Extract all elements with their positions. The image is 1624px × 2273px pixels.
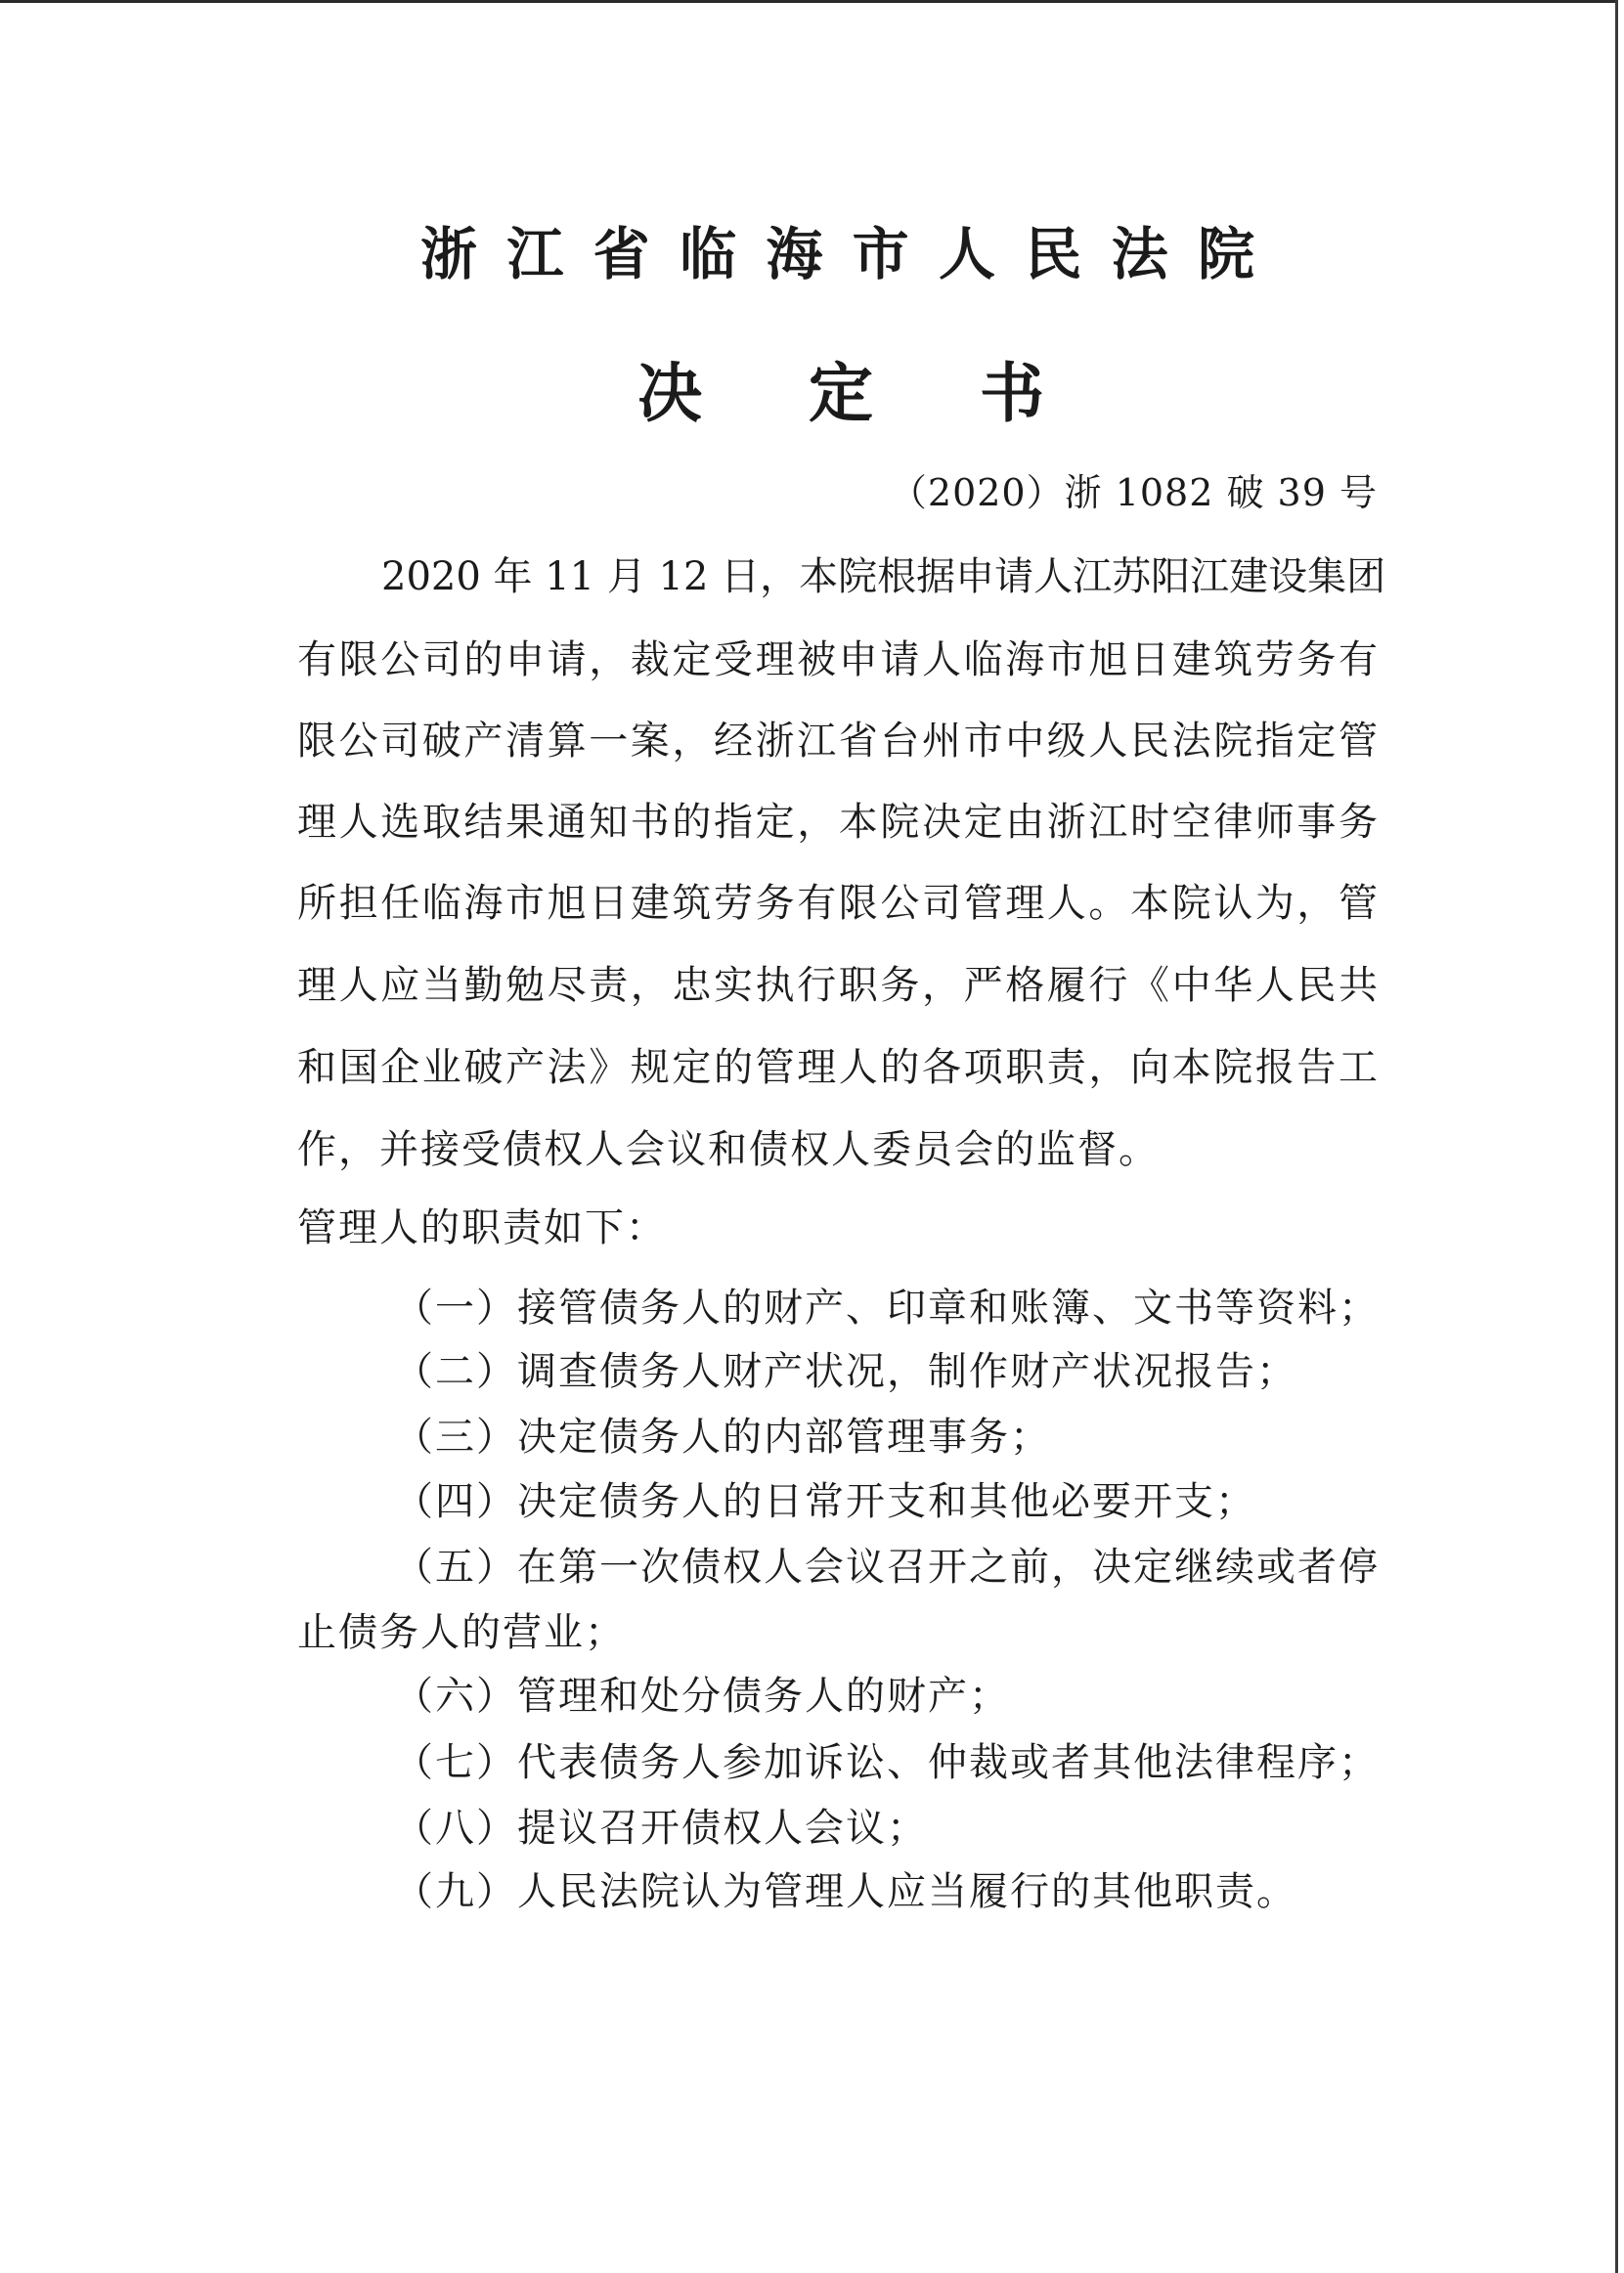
duty-item: （二）调查债务人财产状况，制作财产状况报告；	[394, 1349, 1297, 1394]
court-name-heading: 浙江省临海市人民法院	[420, 221, 1254, 287]
duty-item: （九）人民法院认为管理人应当履行的其他职责。	[394, 1869, 1297, 1914]
duty-item: （六）管理和处分债务人的财产；	[394, 1674, 1010, 1719]
paragraph-line: 理人应当勤勉尽责，忠实执行职务，严格履行《中华人民共	[297, 963, 1378, 1008]
duty-item: （四）决定债务人的日常开支和其他必要开支；	[394, 1479, 1256, 1524]
paragraph-line: 作，并接受债权人会议和债权人委员会的监督。	[297, 1127, 1160, 1172]
document-type-heading: 决定书	[637, 355, 1044, 431]
duty-item: （八）提议召开债权人会议；	[394, 1806, 928, 1851]
paragraph-line: 理人选取结果通知书的指定，本院决定由浙江时空律师事务	[297, 800, 1378, 845]
scan-border-right	[1615, 0, 1618, 2273]
paragraph-line: 有限公司的申请，裁定受理被申请人临海市旭日建筑劳务有	[297, 637, 1378, 682]
duty-item: （三）决定债务人的内部管理事务；	[394, 1415, 1051, 1460]
duty-item: （五）在第一次债权人会议召开之前，决定继续或者停	[394, 1545, 1378, 1590]
duties-intro: 管理人的职责如下：	[297, 1205, 667, 1250]
duty-item-continuation: 止债务人的营业；	[297, 1610, 626, 1655]
duty-item: （一）接管债务人的财产、印章和账簿、文书等资料；	[394, 1286, 1380, 1331]
scan-border-top	[0, 0, 1615, 3]
paragraph-line: 和国企业破产法》规定的管理人的各项职责，向本院报告工	[297, 1045, 1378, 1090]
case-number: （2020）浙 1082 破 39 号	[889, 471, 1378, 514]
paragraph-line: 限公司破产清算一案，经浙江省台州市中级人民法院指定管	[297, 719, 1378, 764]
duty-item: （七）代表债务人参加诉讼、仲裁或者其他法律程序；	[394, 1740, 1380, 1785]
paragraph-line: 所担任临海市旭日建筑劳务有限公司管理人。本院认为，管	[297, 881, 1378, 926]
paragraph-line: 2020 年 11 月 12 日，本院根据申请人江苏阳江建设集团	[381, 554, 1386, 599]
